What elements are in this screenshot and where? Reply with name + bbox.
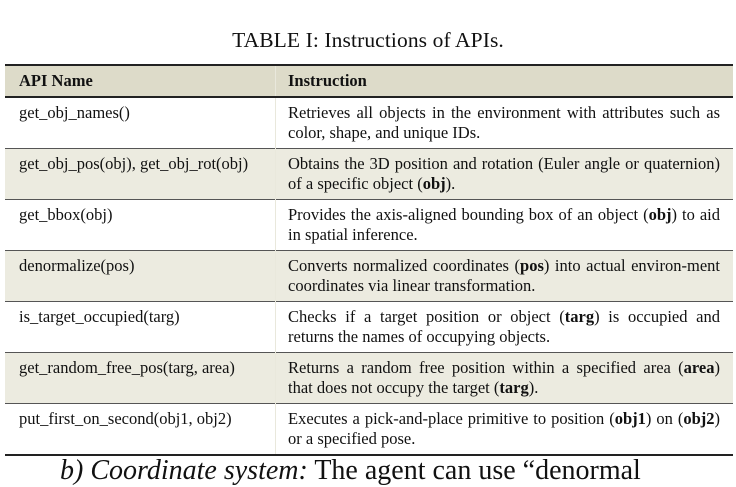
instruction-text: Provides the axis-aligned bounding box of an object ( bbox=[288, 205, 649, 224]
instruction-cell bbox=[276, 251, 734, 302]
instruction-text: ). bbox=[528, 378, 539, 397]
instruction-text: Obtains the 3D position and rotation (Euler angle or quaternion) of a specific object ( bbox=[288, 154, 720, 193]
instruction-param: obj2 bbox=[683, 409, 715, 428]
instruction-text: Returns a random free position within a specified area ( bbox=[288, 358, 684, 377]
instruction-param: pos bbox=[520, 256, 544, 275]
table-row bbox=[5, 149, 733, 200]
table-row bbox=[5, 404, 733, 456]
api-name-cell: is_target_occupied(targ) bbox=[19, 307, 180, 326]
table-header-row bbox=[5, 65, 733, 97]
instruction-text: ). bbox=[445, 174, 456, 193]
api-table bbox=[5, 64, 733, 456]
instruction-param: obj1 bbox=[614, 409, 646, 428]
instruction-param: area bbox=[683, 358, 715, 377]
instruction-text: ) to aid in spatial inference. bbox=[288, 205, 720, 244]
instruction-param: obj bbox=[422, 174, 446, 193]
instruction-param: obj bbox=[648, 205, 672, 224]
instruction-text: ) on ( bbox=[645, 409, 684, 428]
section-paragraph-start bbox=[60, 455, 641, 487]
paragraph-text: The agent can use “denormal bbox=[314, 455, 641, 486]
instruction-text: ) is occupied and returns the names of occupying objects. bbox=[288, 307, 721, 346]
instruction-param: targ bbox=[499, 378, 529, 397]
instruction-text: ) that does not occupy the target ( bbox=[288, 358, 720, 397]
table-row bbox=[5, 97, 733, 149]
api-name-cell: get_random_free_pos(targ, area) bbox=[19, 358, 235, 377]
table-body bbox=[5, 97, 733, 455]
instruction-cell bbox=[276, 200, 734, 251]
api-name-cell: get_bbox(obj) bbox=[19, 205, 113, 224]
table-row bbox=[5, 251, 733, 302]
instruction-text: ) into actual environ-ment coordinates via linear transformation. bbox=[288, 256, 720, 295]
header-api-name: API Name bbox=[5, 65, 276, 97]
instruction-cell bbox=[276, 149, 734, 200]
table-row bbox=[5, 302, 733, 353]
api-name-cell: denormalize(pos) bbox=[19, 256, 135, 275]
instruction-cell bbox=[276, 97, 734, 149]
table-row bbox=[5, 200, 733, 251]
api-name-cell: get_obj_pos(obj), get_obj_rot(obj) bbox=[19, 154, 249, 173]
instruction-cell bbox=[276, 353, 734, 404]
instruction-text: Executes a pick-and-place primitive to position ( bbox=[288, 409, 615, 428]
section-heading: b) Coordinate system: bbox=[60, 455, 308, 486]
instruction-param: targ bbox=[564, 307, 595, 326]
api-name-cell: put_first_on_second(obj1, obj2) bbox=[19, 409, 232, 428]
api-name-cell: get_obj_names() bbox=[19, 103, 130, 122]
instruction-text: Converts normalized coordinates ( bbox=[288, 256, 521, 275]
instruction-cell bbox=[276, 404, 734, 456]
instruction-text: Checks if a target position or object ( bbox=[288, 307, 565, 326]
table-caption: TABLE I: Instructions of APIs. bbox=[232, 28, 504, 52]
instruction-cell bbox=[276, 302, 734, 353]
instruction-text: Retrieves all objects in the environment with attributes such as color, shape, and unique IDs. bbox=[288, 103, 720, 142]
header-instruction: Instruction bbox=[276, 65, 734, 97]
instruction-text: ) or a specified pose. bbox=[288, 409, 720, 448]
table-row bbox=[5, 353, 733, 404]
